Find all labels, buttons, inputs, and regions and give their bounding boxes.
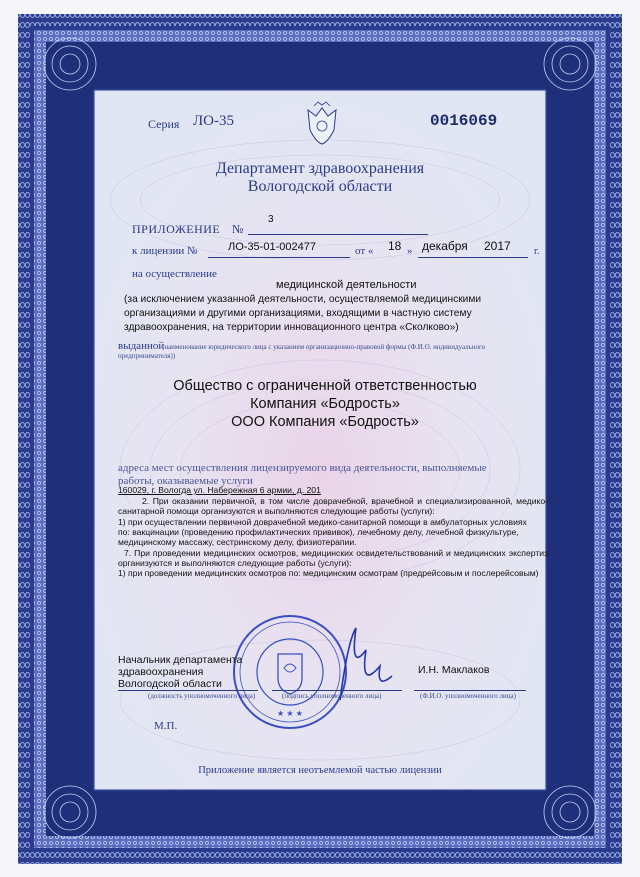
form-number: 0016069 (430, 112, 498, 130)
works-paragraph-4: 1) при проведении медицинских осмотров по: медицинским осмотрам (предрейсовым и послерейсовым) (118, 568, 539, 578)
works-paragraph-3: 7. При проведении медицинских осмотров, медицинских освидетельствований и медицинских экспертиз организуются и выполняются следующие работы (услуги): (118, 548, 548, 569)
works-paragraph-2: 1) при осуществлении первичной доврачебной медико-санитарной помощи в амбулаторных условиях по: вакцинации (проведению профилактических прививок), лечебному делу, лечебной физкультуре, медицинскому массажу, сестринскому делу, физиотерапии. (118, 517, 527, 548)
issued-hint-line1: (наименование юридического лица с указанием организационно-правовой формы (Ф.И.О. индивидуального (162, 343, 486, 351)
signer-position-line1: Начальник департамента (118, 654, 243, 666)
name-line (414, 690, 526, 691)
signature-line (272, 690, 402, 691)
hint-position: (должность уполномоченного лица) (148, 692, 256, 700)
activity-line2: организациями и другими организациями, входящими в частную систему (124, 308, 472, 319)
footer-note: Приложение является неотъемлемой частью лицензии (198, 765, 442, 776)
signer-position-line3: Вологодской области (118, 678, 222, 690)
department-title-line2: Вологодской области (247, 178, 393, 195)
works-paragraph-1: 2. При оказании первичной, в том числе доврачебной, врачебной и специализированной, медико-санитарной помощи организуются и выполняются следующие работы (услуги): (118, 496, 548, 517)
appendix-number-line (248, 234, 428, 235)
activity-title: медицинской деятельности (276, 279, 417, 291)
department-title-line1: Департамент здравоохранения (215, 160, 425, 177)
appendix-label: ПРИЛОЖЕНИЕ (132, 222, 221, 236)
hint-name: (Ф.И.О. уполномоченного лица) (420, 692, 516, 700)
series-value: ЛО-35 (193, 113, 235, 129)
addresses-label-line2: работы, оказываемые услуги (118, 475, 253, 487)
appendix-number-sign: № (232, 222, 244, 236)
org-name-line1: Общество с ограниченной ответственностью (173, 378, 477, 394)
license-month: декабря (422, 239, 468, 253)
seal-place-label: М.П. (154, 720, 178, 732)
org-name-line3: ООО Компания «Бодрость» (231, 414, 419, 430)
license-prefix: к лицензии № (132, 245, 198, 257)
issued-label: выданной (118, 340, 165, 352)
activity-line1: (за исключением указанной деятельности, осуществляемой медицинскими (124, 294, 482, 305)
license-number: ЛО-35-01-002477 (228, 241, 316, 253)
activity-label: на осуществление (132, 268, 217, 280)
position-line (118, 690, 258, 691)
license-year-suffix: г. (534, 246, 540, 257)
address: 160029, г. Вологда ул. Набережная 6 армии, д. 201 (118, 485, 321, 495)
license-date-line (418, 257, 528, 258)
appendix-number: 3 (268, 214, 274, 225)
hint-signature: (подпись уполномоченного лица) (282, 692, 382, 700)
signer-position-line2: здравоохранения (118, 666, 204, 678)
activity-line3: здравоохранения, на территории инновационного центра «Сколково») (124, 322, 459, 333)
svg-text:★ ★ ★: ★ ★ ★ (277, 709, 303, 718)
license-number-line (208, 257, 350, 258)
license-day: 18 (388, 239, 402, 253)
license-from: от « (355, 245, 374, 257)
org-name-line2: Компания «Бодрость» (250, 396, 400, 412)
addresses-label-line1: адреса мест осуществления лицензируемого вида деятельности, выполняемые (118, 462, 487, 474)
series-label: Серия (148, 117, 180, 131)
license-year: 2017 (484, 239, 511, 253)
license-day-close: » (407, 245, 413, 257)
issued-hint-line2: предпринимателя)) (118, 352, 176, 360)
signer-name: И.Н. Маклаков (418, 664, 490, 676)
